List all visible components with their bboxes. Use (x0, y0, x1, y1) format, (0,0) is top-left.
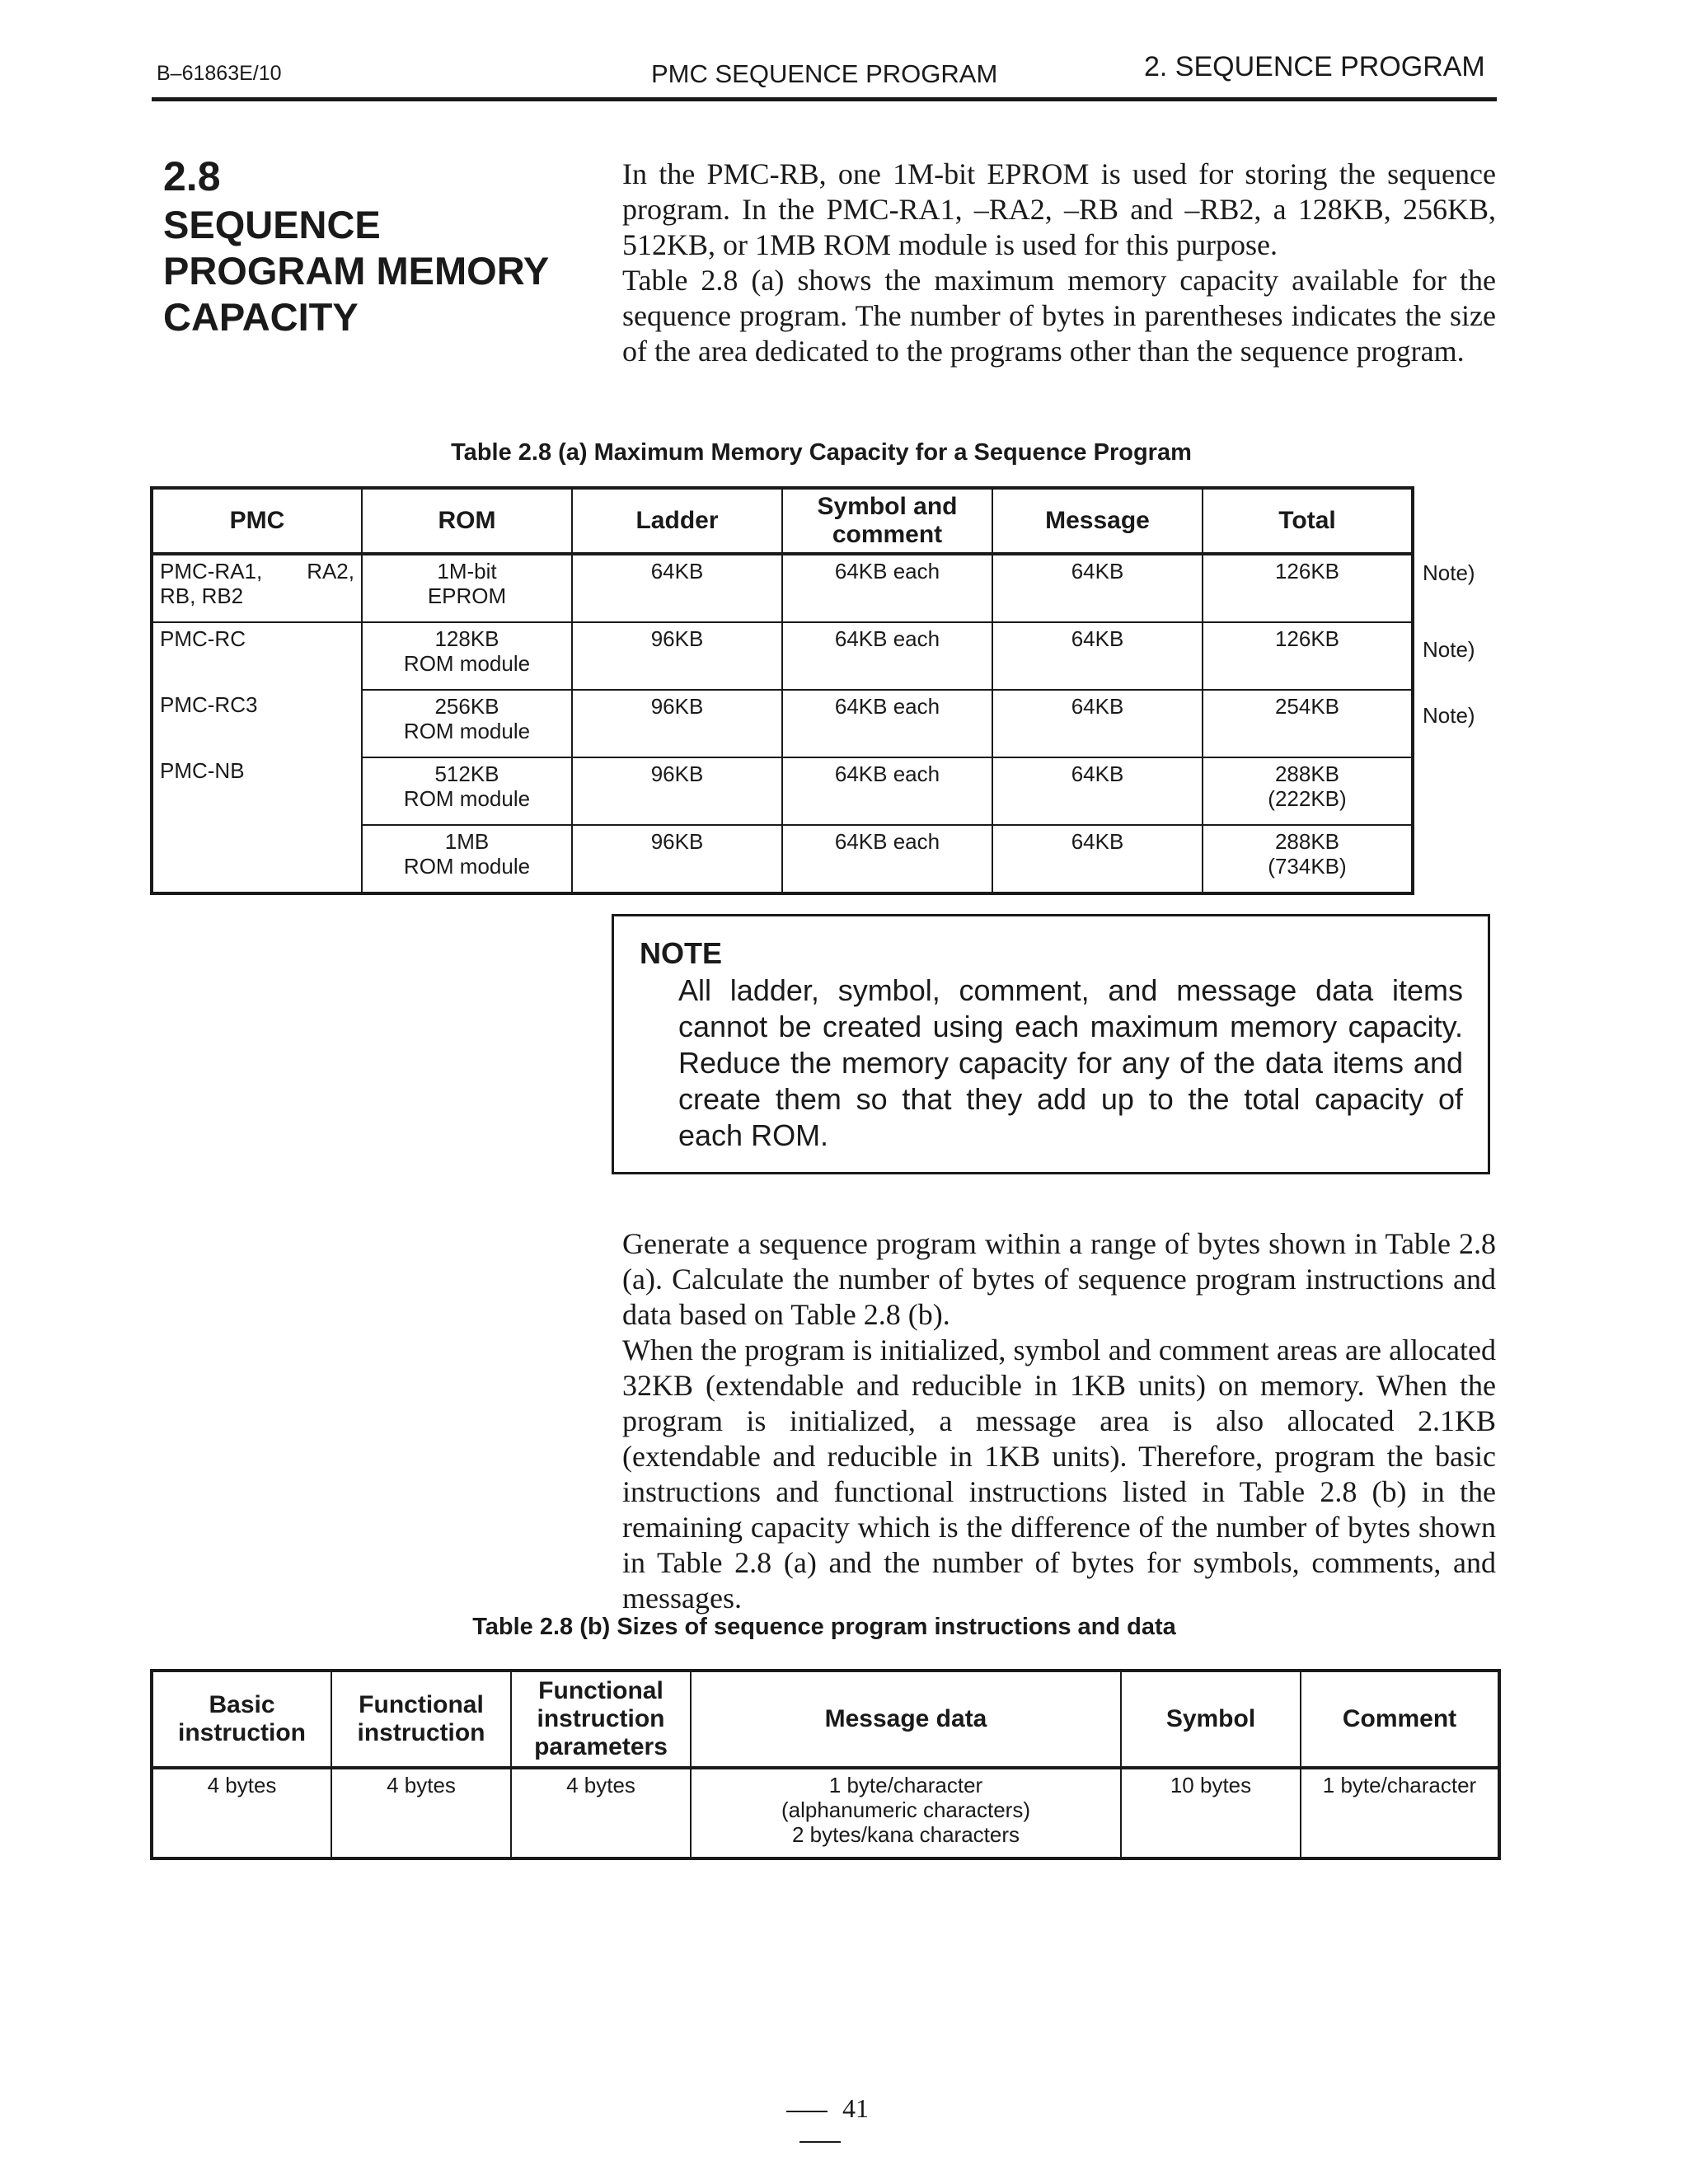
total-cell (1203, 825, 1413, 893)
body-text (622, 1226, 1496, 1616)
intro-paragraph-2: Table 2.8 (a) shows the maximum memory capacity available for the sequence program. The number of bytes in parentheses indicates the size of the area dedicated to the programs other than the sequence program. (622, 264, 1496, 368)
rom-type: ROM module (403, 854, 531, 879)
note-title: NOTE (640, 936, 723, 970)
section-title: SEQUENCE PROGRAM MEMORY CAPACITY (163, 203, 549, 339)
total-other-value: (222KB) (1268, 786, 1347, 811)
table-b-header-basic: Basic instruction (152, 1671, 331, 1768)
table-row (152, 554, 1413, 622)
intro-text (622, 157, 1496, 369)
side-note: Note) (1423, 703, 1475, 728)
table-a (150, 486, 1414, 895)
comment-cell: 1 byte/character (1301, 1768, 1499, 1858)
rom-cell (362, 690, 572, 757)
basic-cell: 4 bytes (152, 1768, 331, 1858)
rom-size: 1M-bit (437, 559, 497, 583)
total-cell: 126KB (1203, 554, 1413, 622)
rom-cell (362, 757, 572, 825)
total-cell (1203, 757, 1413, 825)
message-cell: 64KB (992, 554, 1203, 622)
ladder-cell: 96KB (572, 690, 782, 757)
symbol-cell: 64KB each (782, 825, 992, 893)
body-paragraph: Generate a sequence program within a range of bytes shown in Table 2.8 (a). Calculate the number of bytes of sequence program instructions and data based on Table 2.8 (b). (622, 1227, 1496, 1331)
note-box (612, 914, 1490, 1174)
pmc-name: PMC-RC3 (160, 692, 258, 717)
message-size: 1 byte/character (828, 1773, 983, 1797)
table-a-caption: Table 2.8 (a) Maximum Memory Capacity for a Sequence Program (451, 439, 1192, 466)
pmc-name: PMC-RA1, (160, 559, 263, 583)
table-b (150, 1669, 1501, 1860)
message-cell: 64KB (992, 757, 1203, 825)
table-b-caption: Table 2.8 (b) Sizes of sequence program instructions and data (472, 1614, 1176, 1640)
header-rule (152, 97, 1497, 101)
message-size-kana: 2 bytes/kana characters (791, 1822, 1020, 1847)
rom-size: 1MB (444, 829, 490, 854)
table-b-header-row (152, 1671, 1499, 1768)
rom-type: EPROM (427, 583, 507, 608)
table-a-header-symbol: Symbol and comment (782, 488, 992, 554)
note-text: All ladder, symbol, comment, and message data items cannot be created using each maximum memory capacity. Reduce the memory capacity for any of the data items and create them so that they add up to the total capacity of each ROM. (678, 973, 1463, 1152)
table-b-header-comment: Comment (1301, 1671, 1499, 1768)
pmc-name: PMC-NB (160, 758, 245, 783)
rom-type: ROM module (403, 651, 531, 676)
table-b-header-functional: Functional instruction (331, 1671, 511, 1768)
rom-type: ROM module (403, 786, 531, 811)
rom-size: 128KB (434, 626, 499, 651)
symbol-cell: 64KB each (782, 622, 992, 690)
total-value: 126KB (1274, 626, 1340, 651)
footer-dash (786, 2111, 828, 2112)
pmc-group-cell (152, 622, 362, 893)
document-code: B–61863E/10 (157, 62, 282, 85)
symbol-cell: 64KB each (782, 554, 992, 622)
message-cell: 64KB (992, 622, 1203, 690)
footer-dash (799, 2141, 841, 2143)
symbol-cell: 64KB each (782, 690, 992, 757)
side-note: Note) (1423, 637, 1475, 662)
pmc-cell (152, 554, 362, 622)
ladder-cell: 96KB (572, 825, 782, 893)
table-a-header-total: Total (1203, 488, 1413, 554)
section-number: 2.8 (163, 153, 221, 199)
body-paragraph: When the program is initialized, symbol and comment areas are allocated 32KB (extendable and reducible in 1KB units) on memory. When the program is initialized, a message area is also allocated 2.1KB (extendable and reducible in 1KB units). Therefore, program the basic instructions and functional instructions listed in Table 2.8 (b) in the remaining capacity which is the difference of the number of bytes shown in Table 2.8 (a) and the number of bytes for symbols, comments, and messages. (622, 1333, 1496, 1615)
table-a-header-pmc: PMC (152, 488, 362, 554)
total-cell (1203, 622, 1413, 690)
table-row (152, 622, 1413, 690)
parameters-cell: 4 bytes (511, 1768, 691, 1858)
table-a-header-rom: ROM (362, 488, 572, 554)
chapter-title: 2. SEQUENCE PROGRAM (1144, 51, 1485, 82)
pmc-name: PMC-RC (160, 626, 246, 651)
message-cell: 64KB (992, 825, 1203, 893)
symbol-cell: 10 bytes (1121, 1768, 1301, 1858)
rom-size: 512KB (434, 762, 499, 786)
total-value: 254KB (1274, 694, 1340, 719)
rom-cell (362, 622, 572, 690)
table-a-header-message: Message (992, 488, 1203, 554)
message-cell: 64KB (992, 690, 1203, 757)
intro-paragraph: In the PMC-RB, one 1M-bit EPROM is used for storing the sequence program. In the PMC-RA1, –RA2, –RB and –RB2, a 128KB, 256KB, 512KB, or 1MB ROM module is used for this purpose. (622, 157, 1496, 261)
table-b-header-symbol: Symbol (1121, 1671, 1301, 1768)
page-number-footer (738, 2093, 903, 2154)
total-cell (1203, 690, 1413, 757)
message-size-note: (alphanumeric characters) (781, 1797, 1030, 1822)
table-b-header-message: Message data (691, 1671, 1121, 1768)
rom-cell (362, 554, 572, 622)
page-number: 41 (842, 2093, 869, 2123)
table-a-header-row (152, 488, 1413, 554)
total-value: 288KB (1274, 829, 1340, 854)
table-row (152, 1768, 1499, 1858)
table-a-header-ladder: Ladder (572, 488, 782, 554)
running-title: PMC SEQUENCE PROGRAM (651, 59, 998, 88)
ladder-cell: 64KB (572, 554, 782, 622)
ladder-cell: 96KB (572, 622, 782, 690)
rom-type: ROM module (403, 719, 531, 743)
ladder-cell: 96KB (572, 757, 782, 825)
pmc-name: RB, RB2 (160, 583, 244, 608)
pmc-name: RA2, (307, 559, 354, 583)
total-value: 288KB (1274, 762, 1340, 786)
side-note: Note) (1423, 560, 1475, 585)
functional-cell: 4 bytes (331, 1768, 511, 1858)
message-data-cell (691, 1768, 1121, 1858)
rom-size: 256KB (434, 694, 499, 719)
total-other-value: (734KB) (1268, 854, 1347, 879)
symbol-cell: 64KB each (782, 757, 992, 825)
table-b-header-parameters: Functional instruction parameters (511, 1671, 691, 1768)
rom-cell (362, 825, 572, 893)
